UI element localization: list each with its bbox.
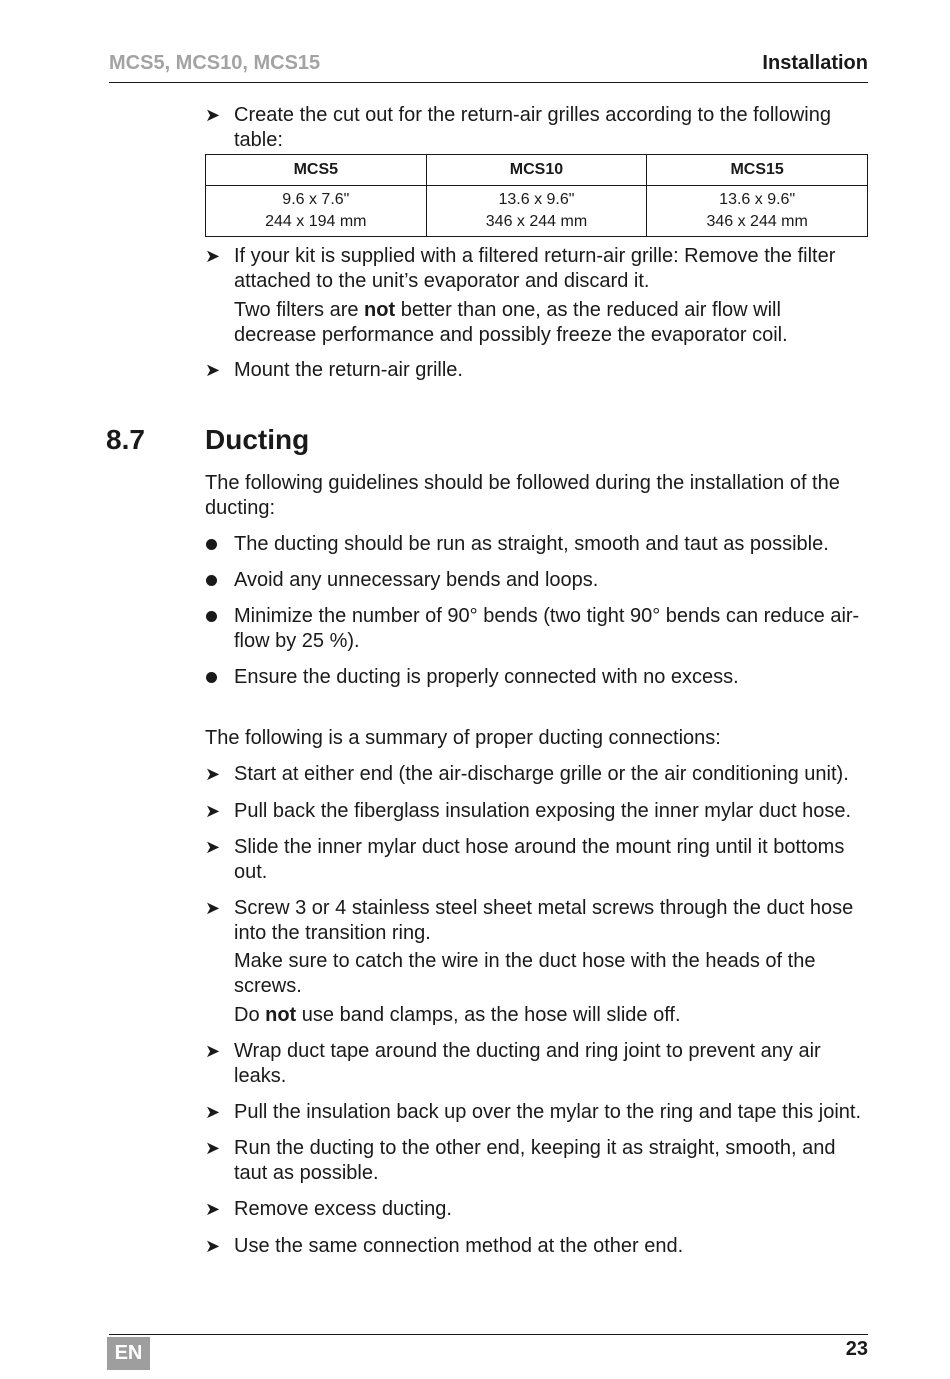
table-cell: 9.6 x 7.6" 244 x 194 mm xyxy=(206,186,427,237)
table-cell: 13.6 x 9.6" 346 x 244 mm xyxy=(426,186,647,237)
arrow-icon: ➤ xyxy=(205,837,221,857)
table-row xyxy=(206,186,868,237)
arrow-icon: ➤ xyxy=(205,1102,221,1122)
table-header-row xyxy=(206,155,868,186)
clamp-note: Do not use band clamps, as the hose will slide off. xyxy=(234,1004,681,1026)
section-number: 8.7 xyxy=(106,424,145,455)
list-item: Ensure the ducting is properly connected with no excess. xyxy=(205,665,868,690)
step-filter xyxy=(205,244,868,294)
page-number: 23 xyxy=(845,1338,868,1360)
bullet-icon xyxy=(206,575,217,586)
step-text: Create the cut out for the return-air grilles according to the following table: xyxy=(234,104,831,151)
step-text: If your kit is supplied with a filtered return-air grille: Remove the filter attached to the unit’s evaporator and discard it. xyxy=(234,245,836,292)
list-item: The ducting should be run as straight, smooth and taut as possible. xyxy=(205,532,868,557)
list-item: Avoid any unnecessary bends and loops. xyxy=(205,568,868,593)
list-item: ➤ Screw 3 or 4 stainless steel sheet metal screws through the duct hose into the transition ring. xyxy=(205,897,854,944)
arrow-icon: ➤ xyxy=(205,801,221,821)
step-text: Mount the return-air grille. xyxy=(234,359,463,381)
bullet-icon xyxy=(206,539,217,550)
summary-intro: The following is a summary of proper ducting connections: xyxy=(205,727,721,749)
language-badge: EN xyxy=(107,1337,150,1370)
arrow-icon: ➤ xyxy=(205,1199,221,1219)
arrow-icon: ➤ xyxy=(205,764,221,784)
list-item: ➤ Use the same connection method at the other end. xyxy=(205,1235,684,1257)
header-chapter: Installation xyxy=(762,52,868,74)
arrow-icon: ➤ xyxy=(205,105,221,125)
arrow-icon: ➤ xyxy=(205,1236,221,1256)
screw-note: Make sure to catch the wire in the duct hose with the heads of the screws. xyxy=(234,950,816,997)
step-mount xyxy=(205,358,868,383)
list-item: ➤ Slide the inner mylar duct hose around the mount ring until it bottoms out. xyxy=(205,836,845,883)
list-item: Minimize the number of 90° bends (two tight 90° bends can reduce air-flow by 25 %). xyxy=(205,604,868,654)
filter-note: Two filters are not better than one, as the reduced air flow will decrease performance and possibly freeze the evaporator coil. xyxy=(234,299,788,346)
footer-divider xyxy=(109,1334,868,1335)
bullet-icon xyxy=(206,611,217,622)
arrow-icon: ➤ xyxy=(205,898,221,918)
list-item: ➤ Run the ducting to the other end, keeping it as straight, smooth, and taut as possible. xyxy=(205,1137,836,1184)
section-title: Ducting xyxy=(205,424,310,455)
arrow-icon: ➤ xyxy=(205,360,221,380)
list-item: ➤ Remove excess ducting. xyxy=(205,1198,452,1220)
column-header: MCS15 xyxy=(647,155,868,186)
list-item: ➤ Wrap duct tape around the ducting and ring joint to prevent any air leaks. xyxy=(205,1040,821,1087)
arrow-icon: ➤ xyxy=(205,246,221,266)
guidelines-intro: The following guidelines should be followed during the installation of the ducting: xyxy=(205,472,840,519)
step-cutout xyxy=(205,103,868,153)
arrow-icon: ➤ xyxy=(205,1041,221,1061)
column-header: MCS10 xyxy=(426,155,647,186)
bullet-icon xyxy=(206,672,217,683)
list-item: ➤ Pull back the fiberglass insulation exposing the inner mylar duct hose. xyxy=(205,800,852,822)
list-item: ➤ Pull the insulation back up over the mylar to the ring and tape this joint. xyxy=(205,1101,862,1123)
emphasis: not xyxy=(364,299,396,321)
arrow-icon: ➤ xyxy=(205,1138,221,1158)
list-item: ➤ Start at either end (the air-discharge grille or the air conditioning unit). xyxy=(205,763,849,785)
page-header xyxy=(109,52,868,83)
column-header: MCS5 xyxy=(206,155,427,186)
table-cell: 13.6 x 9.6" 346 x 244 mm xyxy=(647,186,868,237)
emphasis: not xyxy=(265,1004,297,1026)
grille-cutout-table xyxy=(205,154,868,237)
header-models: MCS5, MCS10, MCS15 xyxy=(109,52,321,74)
